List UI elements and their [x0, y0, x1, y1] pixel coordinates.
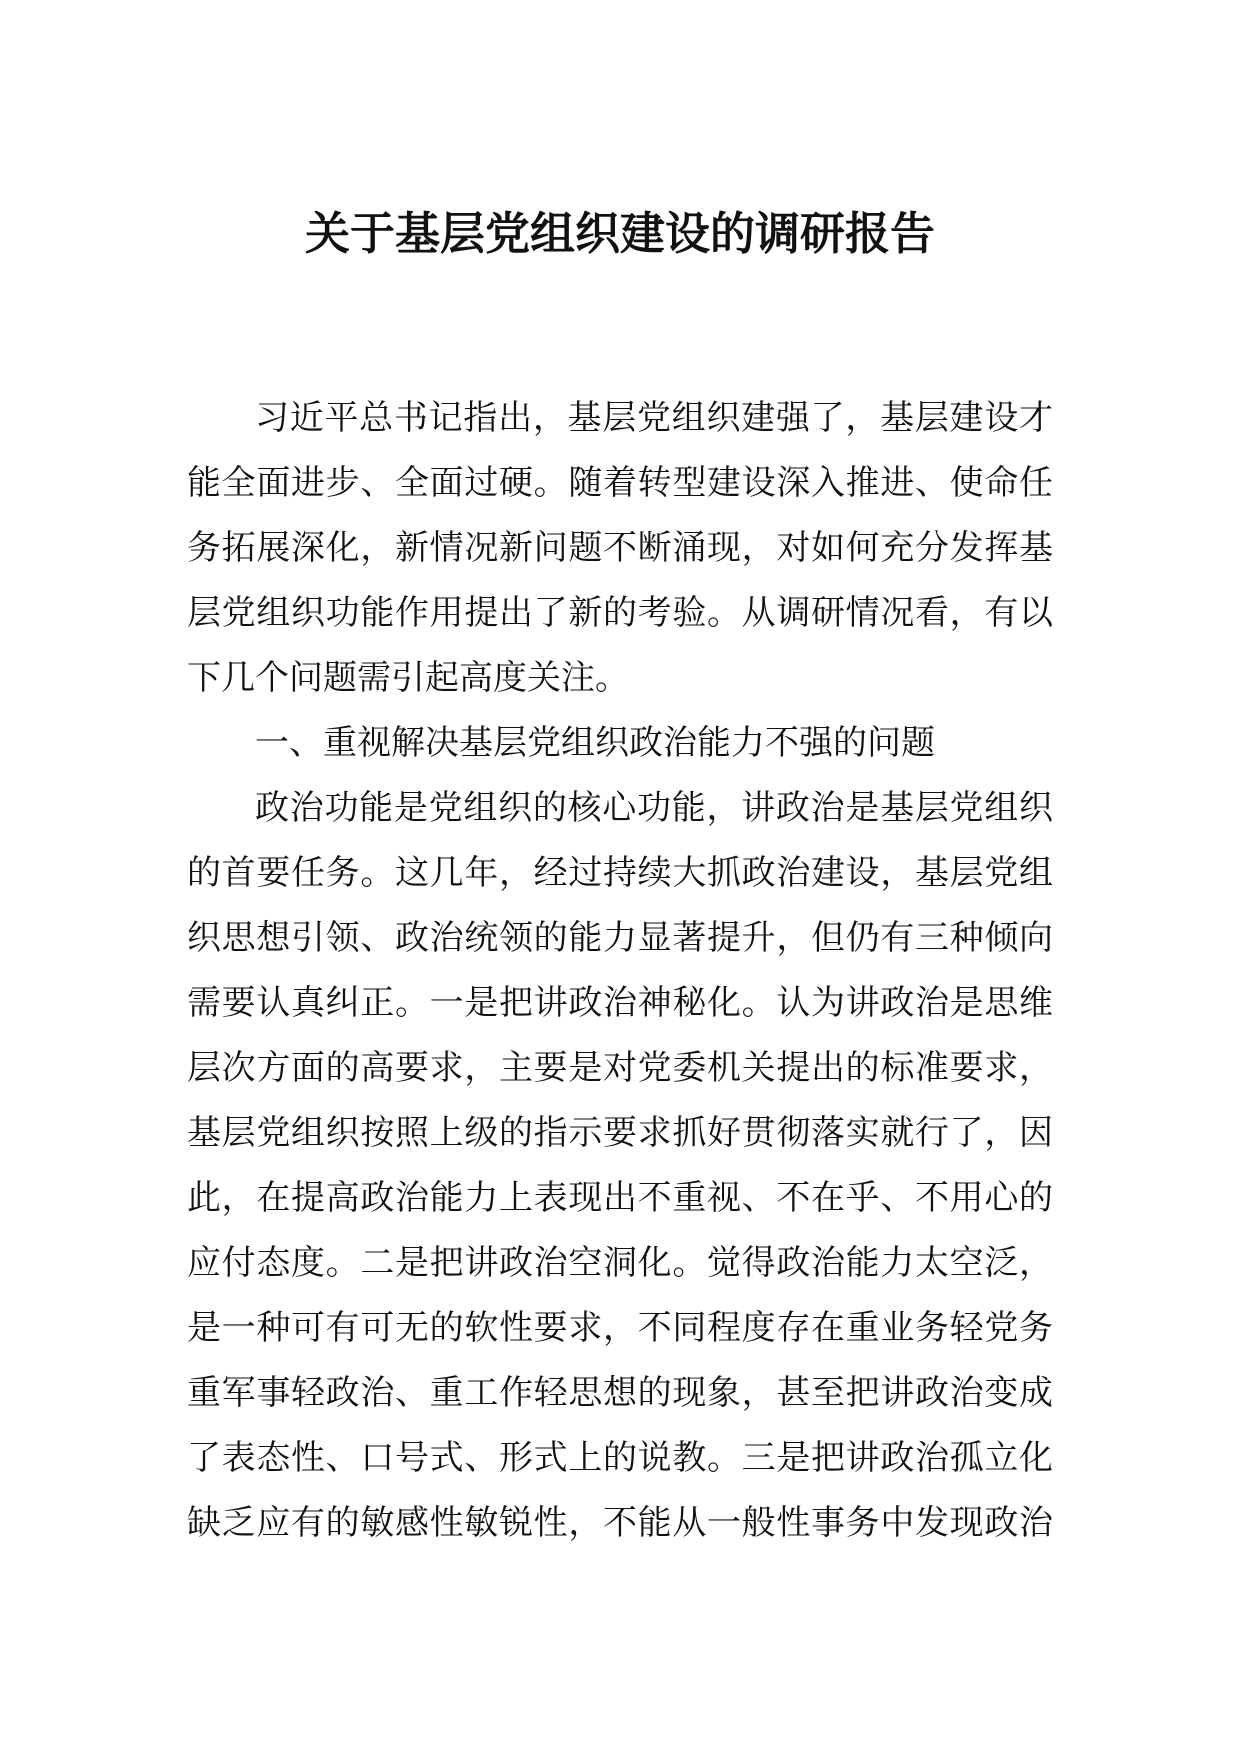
text-line: 的首要任务。这几年，经过持续大抓政治建设，基层党组	[187, 853, 1053, 893]
text-line: 层党组织功能作用提出了新的考验。从调研情况看，有以	[187, 593, 1053, 633]
document-body	[187, 386, 1053, 1556]
text-line: 了表态性、口号式、形式上的说教。三是把讲政治孤立化	[187, 1438, 1053, 1478]
text-line: 应付态度。二是把讲政治空洞化。觉得政治能力太空泛，	[187, 1243, 1053, 1283]
text-line: 此，在提高政治能力上表现出不重视、不在乎、不用心的	[187, 1178, 1053, 1218]
text-line: 政治功能是党组织的核心功能，讲政治是基层党组织	[255, 788, 1053, 828]
text-line: 层次方面的高要求，主要是对党委机关提出的标准要求，	[187, 1048, 1053, 1088]
text-line: 下几个问题需引起高度关注。	[187, 658, 629, 698]
document-title: 关于基层党组织建设的调研报告	[304, 207, 935, 260]
text-line: 是一种可有可无的软性要求，不同程度存在重业务轻党务	[187, 1308, 1053, 1348]
text-line: 习近平总书记指出，基层党组织建强了，基层建设才	[255, 398, 1053, 438]
text-line: 重军事轻政治、重工作轻思想的现象，甚至把讲政治变成	[187, 1373, 1053, 1413]
text-line: 能全面进步、全面过硬。随着转型建设深入推进、使命任	[187, 463, 1053, 503]
text-line: 务拓展深化，新情况新问题不断涌现，对如何充分发挥基	[187, 528, 1053, 568]
text-line: 基层党组织按照上级的指示要求抓好贯彻落实就行了，因	[187, 1113, 1053, 1153]
text-line: 缺乏应有的敏感性敏锐性，不能从一般性事务中发现政治	[187, 1503, 1053, 1543]
text-line: 一、重视解决基层党组织政治能力不强的问题	[255, 723, 935, 763]
text-line: 需要认真纠正。一是把讲政治神秘化。认为讲政治是思维	[187, 983, 1053, 1023]
text-line: 织思想引领、政治统领的能力显著提升，但仍有三种倾向	[187, 918, 1053, 958]
